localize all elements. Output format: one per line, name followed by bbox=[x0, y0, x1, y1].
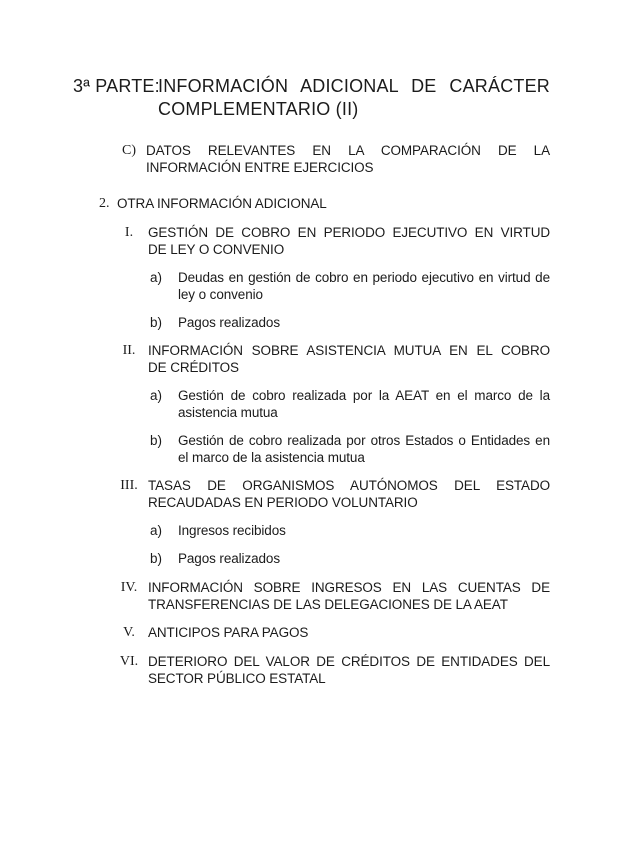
outline-text bbox=[148, 579, 550, 613]
outline-text bbox=[178, 522, 550, 539]
text-line: el marco de la asistencia mutua bbox=[178, 450, 365, 465]
outline-marker: VI. bbox=[119, 654, 139, 669]
outline-text bbox=[148, 624, 550, 641]
outline-marker: a) bbox=[150, 388, 163, 403]
outline-text bbox=[178, 432, 550, 466]
outline-marker: 2. bbox=[99, 196, 110, 211]
outline-marker: C) bbox=[122, 143, 136, 158]
text-line: RECAUDADAS EN PERIODO VOLUNTARIO bbox=[148, 495, 418, 510]
text-line: TASAS DE ORGANISMOS AUTÓNOMOS DEL ESTADO bbox=[148, 478, 550, 493]
outline-marker: b) bbox=[150, 433, 163, 448]
text-line: DETERIORO DEL VALOR DE CRÉDITOS DE ENTIDADES DEL bbox=[148, 654, 550, 669]
outline-text bbox=[178, 550, 550, 567]
text-line: DE LEY O CONVENIO bbox=[148, 242, 285, 257]
document-title-label: 3ª PARTE: bbox=[73, 76, 160, 96]
text-line: Pagos realizados bbox=[178, 551, 280, 566]
outline-marker: III. bbox=[120, 478, 138, 493]
outline-marker: a) bbox=[150, 270, 163, 285]
outline-text bbox=[117, 195, 550, 212]
text-line: SECTOR PÚBLICO ESTATAL bbox=[148, 671, 326, 686]
outline-text bbox=[146, 142, 550, 176]
text-line: ANTICIPOS PARA PAGOS bbox=[148, 625, 309, 640]
outline-marker: b) bbox=[150, 551, 163, 566]
outline-text bbox=[178, 269, 550, 303]
outline-marker: IV. bbox=[120, 580, 138, 595]
text-line: INFORMACIÓN ADICIONAL DE CARÁCTER bbox=[158, 76, 550, 96]
text-line: TRANSFERENCIAS DE LAS DELEGACIONES DE LA AEAT bbox=[148, 597, 508, 612]
outline-marker: b) bbox=[150, 315, 163, 330]
text-line: Ingresos recibidos bbox=[178, 523, 286, 538]
outline-marker: V. bbox=[123, 625, 135, 640]
outline-marker: a) bbox=[150, 523, 163, 538]
text-line: ley o convenio bbox=[178, 287, 263, 302]
text-line: DE CRÉDITOS bbox=[148, 360, 239, 375]
text-line: INFORMACIÓN ENTRE EJERCICIOS bbox=[146, 160, 374, 175]
outline-text bbox=[148, 224, 550, 258]
outline-text bbox=[178, 387, 550, 421]
text-line: INFORMACIÓN SOBRE ASISTENCIA MUTUA EN EL COBRO bbox=[148, 343, 550, 358]
text-line: COMPLEMENTARIO (II) bbox=[158, 99, 359, 119]
text-line: DATOS RELEVANTES EN LA COMPARACIÓN DE LA bbox=[146, 143, 550, 158]
text-line: Gestión de cobro realizada por otros Estados o Entidades en bbox=[178, 433, 550, 448]
outline-text bbox=[178, 314, 550, 331]
outline-text bbox=[148, 653, 550, 687]
outline-marker: I. bbox=[124, 225, 134, 240]
outline-marker: II. bbox=[122, 343, 136, 358]
outline-text bbox=[148, 342, 550, 376]
text-line: INFORMACIÓN SOBRE INGRESOS EN LAS CUENTAS DE bbox=[148, 580, 550, 595]
text-line: Pagos realizados bbox=[178, 315, 280, 330]
text-line: Deudas en gestión de cobro en periodo ejecutivo en virtud de bbox=[178, 270, 550, 285]
text-line: Gestión de cobro realizada por la AEAT en el marco de la bbox=[178, 388, 550, 403]
outline-text bbox=[148, 477, 550, 511]
document-title-text bbox=[158, 75, 550, 121]
text-line: asistencia mutua bbox=[178, 405, 278, 420]
text-line: GESTIÓN DE COBRO EN PERIODO EJECUTIVO EN VIRTUD bbox=[148, 225, 550, 240]
text-line: OTRA INFORMACIÓN ADICIONAL bbox=[117, 196, 327, 211]
